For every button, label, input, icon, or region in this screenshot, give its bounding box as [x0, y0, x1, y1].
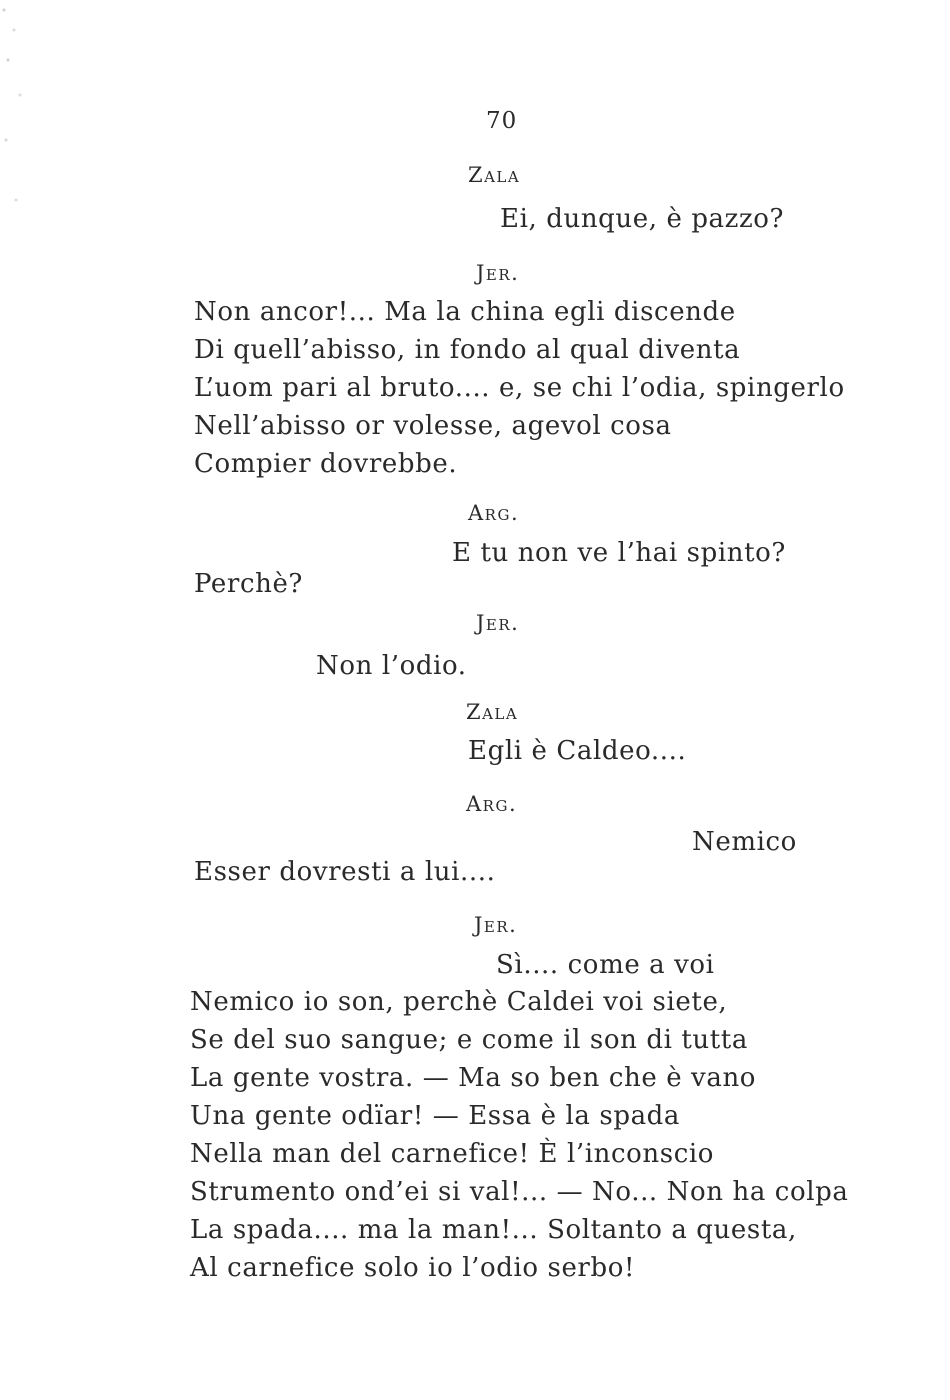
- verse-line: Sì.... come a voi: [496, 950, 715, 980]
- scan-speckle: [0, 0, 40, 260]
- verse-line: Una gente odïar! — Essa è la spada: [190, 1101, 681, 1131]
- verse-line: Al carnefice solo io l’odio serbo!: [190, 1253, 636, 1283]
- verse-line: Di quell’abisso, in fondo al qual diventa: [194, 335, 741, 365]
- verse-line: Nemico io son, perchè Caldei voi siete,: [190, 987, 728, 1017]
- verse-line: Non ancor!... Ma la china egli discende: [194, 297, 736, 327]
- verse-line: L’uom pari al bruto.... e, se chi l’odia, spingerlo: [194, 373, 845, 403]
- speaker-jer: Jer.: [476, 611, 520, 635]
- speaker-arg: Arg.: [466, 792, 518, 816]
- verse-line: Nella man del carnefice! È l’inconscio: [190, 1139, 715, 1169]
- verse-line: Esser dovresti a lui....: [194, 857, 496, 887]
- verse-line: La gente vostra. — Ma so ben che è vano: [190, 1063, 757, 1093]
- verse-line: Ei, dunque, è pazzo?: [500, 204, 785, 234]
- speaker-jer: Jer.: [476, 261, 520, 285]
- verse-line: Non l’odio.: [316, 651, 467, 681]
- verse-line: E tu non ve l’hai spinto?: [452, 538, 786, 568]
- verse-line: Strumento ond’ei si val!... — No... Non ha colpa: [190, 1177, 849, 1207]
- speaker-arg: Arg.: [468, 501, 520, 525]
- verse-line: La spada.... ma la man!... Soltanto a questa,: [190, 1215, 797, 1245]
- speaker-zala: Zala: [468, 163, 521, 187]
- speaker-zala: Zala: [466, 700, 519, 724]
- verse-line: Nemico: [692, 827, 797, 857]
- verse-line: Perchè?: [194, 569, 303, 599]
- verse-line: Se del suo sangue; e come il son di tutta: [190, 1025, 748, 1055]
- verse-line: Egli è Caldeo....: [468, 736, 687, 766]
- speaker-jer: Jer.: [474, 913, 518, 937]
- verse-line: Nell’abisso or volesse, agevol cosa: [194, 411, 672, 441]
- page-number: 70: [486, 108, 518, 134]
- verse-line: Compier dovrebbe.: [194, 449, 458, 479]
